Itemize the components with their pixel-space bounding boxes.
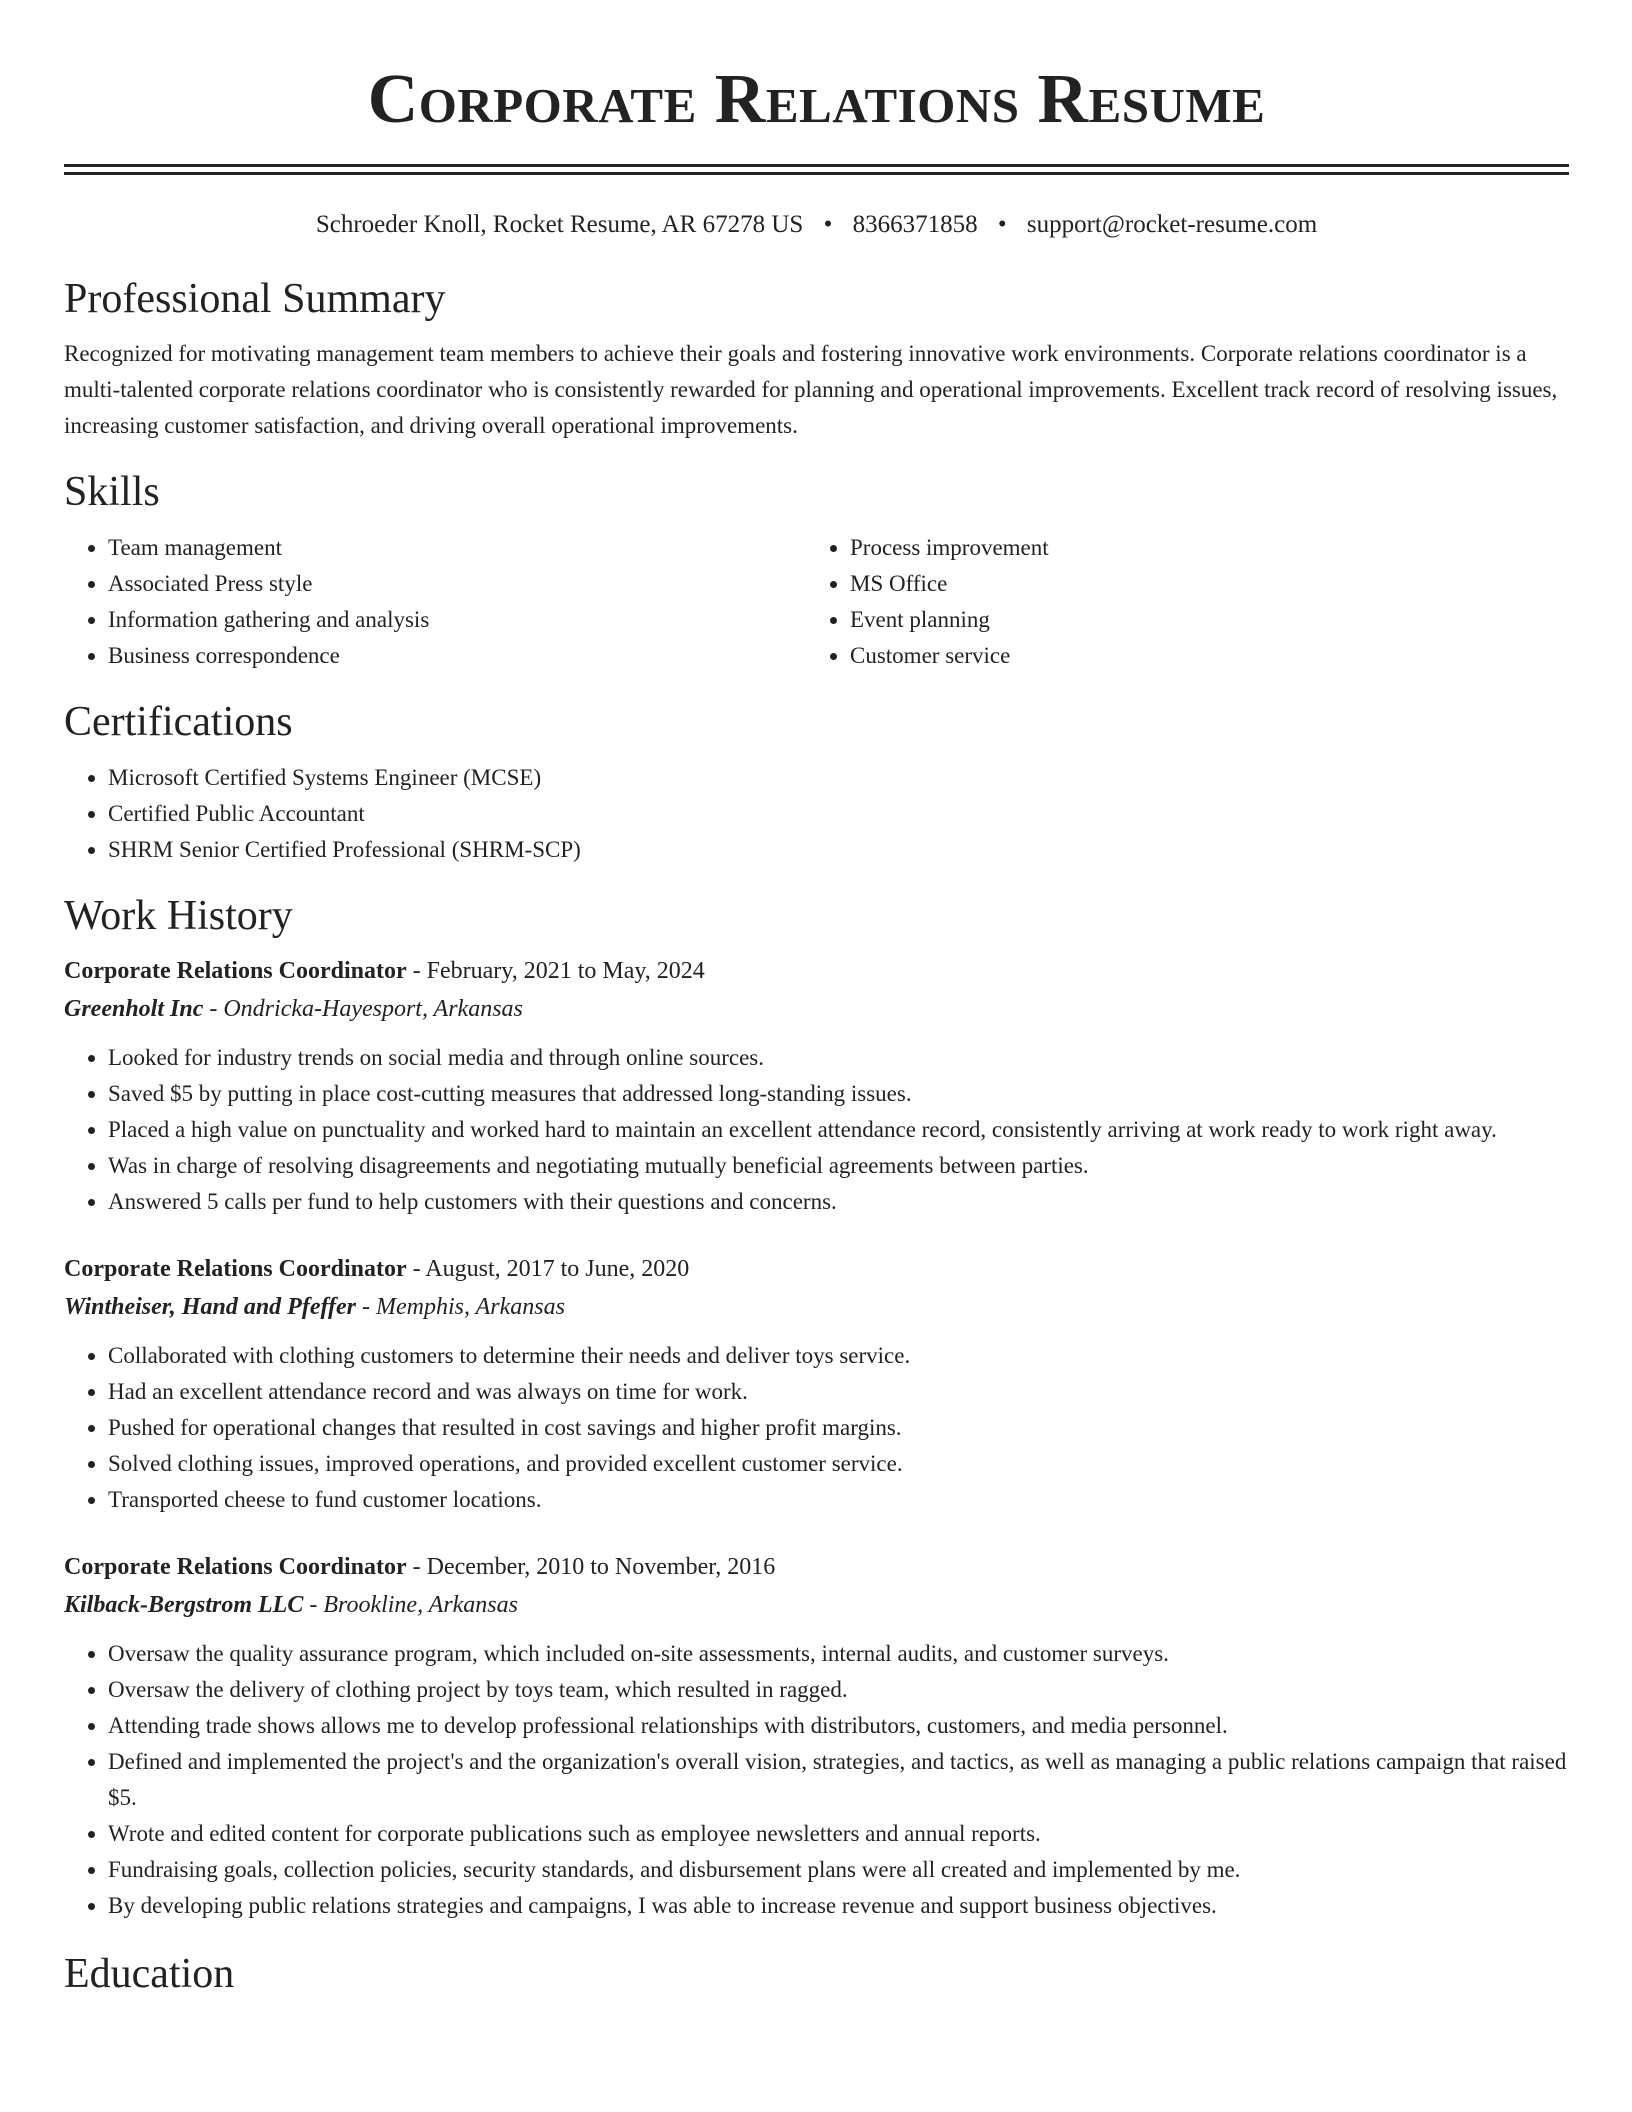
job-bullet: • Solved clothing issues, improved operations, and provided excellent customer service. (108, 1446, 1569, 1482)
job-bullet: • Was in charge of resolving disagreements and negotiating mutually beneficial agreements between parties. (108, 1148, 1569, 1184)
certifications-section (64, 696, 1569, 868)
skill-item: • Process improvement (850, 530, 1548, 566)
job-bullets (64, 1040, 1569, 1220)
job-bullet: • By developing public relations strategies and campaigns, I was able to increase revenue and support business objectives. (108, 1888, 1569, 1924)
skills-column-right (806, 530, 1548, 674)
job-bullet: • Oversaw the quality assurance program, which included on-site assessments, internal audits, and customer surveys. (108, 1636, 1569, 1672)
skills-heading: Skills (64, 469, 160, 515)
skill-item: • Event planning (850, 602, 1548, 638)
job-entry (64, 1548, 1569, 1924)
job-bullet: • Had an excellent attendance record and was always on time for work. (108, 1374, 1569, 1410)
job-bullet: • Pushed for operational changes that resulted in cost savings and higher profit margins. (108, 1410, 1569, 1446)
job-bullet: • Defined and implemented the project's and the organization's overall vision, strategies, and tactics, as well as managing a public relations campaign that raised $5. (108, 1744, 1569, 1816)
contact-email[interactable]: support@rocket-resume.com (1026, 211, 1318, 238)
job-title: Corporate Relations Coordinator (64, 958, 407, 984)
job-company: Kilback-Bergstrom LLC (64, 1592, 304, 1618)
work-history-section (64, 890, 1569, 1924)
job-title-line (64, 952, 1569, 990)
job-title: Corporate Relations Coordinator (64, 1256, 407, 1282)
skill-item: • Business correspondence (108, 638, 806, 674)
certification-item: • Certified Public Accountant (108, 796, 1569, 832)
job-title-line (64, 1548, 1569, 1586)
job-company-line (64, 1586, 1569, 1624)
certifications-list (64, 760, 1569, 868)
job-company: Wintheiser, Hand and Pfeffer (64, 1294, 357, 1320)
certification-item: • Microsoft Certified Systems Engineer (MCSE) (108, 760, 1569, 796)
job-entry (64, 952, 1569, 1220)
skill-item: • Associated Press style (108, 566, 806, 602)
skills-section (64, 466, 1569, 674)
job-dates: - December, 2010 to November, 2016 (406, 1554, 776, 1580)
summary-heading: Professional Summary (64, 276, 446, 322)
job-title-line (64, 1250, 1569, 1288)
job-company: Greenholt Inc (64, 996, 204, 1022)
job-company-line (64, 1288, 1569, 1326)
skill-item: • MS Office (850, 566, 1548, 602)
job-bullet: • Wrote and edited content for corporate publications such as employee newsletters and annual reports. (108, 1816, 1569, 1852)
job-location: - Ondricka-Hayesport, Arkansas (203, 996, 523, 1022)
job-bullet: • Saved $5 by putting in place cost-cutting measures that addressed long-standing issues. (108, 1076, 1569, 1112)
skills-columns (64, 530, 1569, 674)
work-history-heading: Work History (64, 893, 293, 939)
contact-line (64, 209, 1569, 241)
job-bullet: • Placed a high value on punctuality and worked hard to maintain an excellent attendance record, consistently arriving at work ready to work right away. (108, 1112, 1569, 1148)
resume-title: Corporate Relations Resume (367, 61, 1266, 138)
title-divider (64, 164, 1569, 175)
job-bullet: • Oversaw the delivery of clothing project by toys team, which resulted in ragged. (108, 1672, 1569, 1708)
certifications-heading: Certifications (64, 699, 293, 745)
job-bullet: • Transported cheese to fund customer locations. (108, 1482, 1569, 1518)
summary-text: Recognized for motivating management team members to achieve their goals and fostering innovative work environments. Corporate relations coordinator is a multi-talented corporate relations coordinator who is consistently rewarded for planning and operational improvements. Excellent track record of resolving issues, increasing customer satisfaction, and driving overall operational improvements. (64, 341, 1558, 438)
skills-list-right (806, 530, 1548, 674)
job-location: - Brookline, Arkansas (303, 1592, 518, 1618)
job-company-line (64, 990, 1569, 1028)
contact-separator: • (823, 211, 833, 238)
skills-column-left (64, 530, 806, 674)
summary-section (64, 273, 1569, 444)
certification-item: • SHRM Senior Certified Professional (SHRM-SCP) (108, 832, 1569, 868)
job-bullets (64, 1636, 1569, 1924)
job-bullet: • Fundraising goals, collection policies, security standards, and disbursement plans were all created and implemented by me. (108, 1852, 1569, 1888)
job-bullet: • Attending trade shows allows me to develop professional relationships with distributors, customers, and media personnel. (108, 1708, 1569, 1744)
contact-separator: • (997, 211, 1007, 238)
job-bullet: • Answered 5 calls per fund to help customers with their questions and concerns. (108, 1184, 1569, 1220)
job-bullet: • Looked for industry trends on social media and through online sources. (108, 1040, 1569, 1076)
contact-address: Schroeder Knoll, Rocket Resume, AR 67278 US (315, 211, 804, 238)
education-heading: Education (64, 1951, 235, 1997)
skill-item: • Team management (108, 530, 806, 566)
job-title: Corporate Relations Coordinator (64, 1554, 407, 1580)
job-dates: - August, 2017 to June, 2020 (406, 1256, 690, 1282)
job-dates: - February, 2021 to May, 2024 (406, 958, 705, 984)
job-location: - Memphis, Arkansas (356, 1294, 565, 1320)
contact-phone[interactable]: 8366371858 (852, 211, 978, 238)
resume-page (64, 0, 1569, 2000)
skill-item: • Customer service (850, 638, 1548, 674)
education-section (64, 1948, 1569, 2000)
job-bullet: • Collaborated with clothing customers to determine their needs and deliver toys service. (108, 1338, 1569, 1374)
job-entry (64, 1250, 1569, 1518)
skill-item: • Information gathering and analysis (108, 602, 806, 638)
skills-list-left (64, 530, 806, 674)
job-bullets (64, 1338, 1569, 1518)
